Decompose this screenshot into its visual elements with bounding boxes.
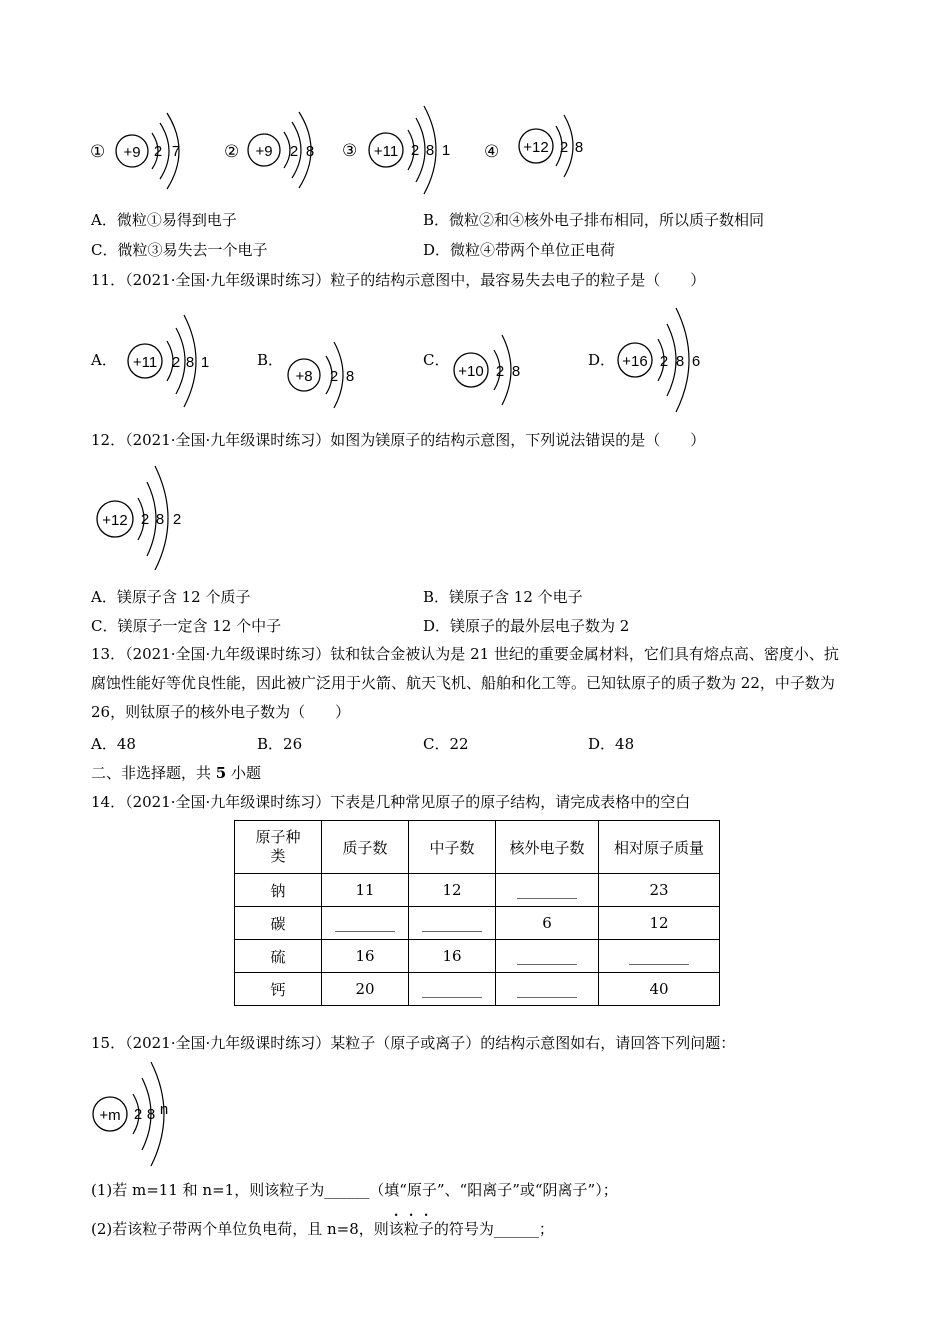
section-suffix: 小题	[226, 764, 261, 782]
shell-electron-count: 2	[559, 139, 569, 156]
table-row	[235, 940, 720, 973]
shell-electron-count: 2	[171, 354, 181, 371]
table-cell: 16	[322, 940, 409, 973]
q11-diagram-c	[452, 325, 542, 419]
emphasized-text: 该粒子	[388, 1220, 434, 1238]
table-cell: 40	[599, 973, 720, 1006]
answer-blank[interactable]: ________	[496, 940, 599, 973]
table-row	[235, 874, 720, 907]
q10-diagram-4	[484, 104, 594, 193]
atom-structure-diagram	[484, 104, 594, 189]
table-header: 相对原子质量	[599, 821, 720, 874]
q11-diagram-b	[286, 330, 376, 419]
shell-electron-count: 8	[155, 511, 165, 528]
q11-label-c: C．	[423, 351, 450, 369]
shell-electron-count: 8	[675, 353, 685, 370]
nucleus-charge: +11	[373, 143, 399, 160]
diagram-label: ①	[90, 142, 106, 161]
q15-sub1: (1)若 m=11 和 n=1，则该粒子为______（填“原子”、“阳离子”或“阴离子”）；	[91, 1181, 618, 1199]
nucleus-charge: +11	[132, 354, 158, 371]
diagram-label: ②	[224, 142, 240, 161]
shell-electron-count: 8	[345, 368, 355, 385]
table-row	[235, 973, 720, 1006]
q12-option-b: B．镁原子含 12 个电子	[423, 588, 583, 606]
table-row	[235, 907, 720, 940]
table-cell: 12	[599, 907, 720, 940]
q13-option-c: C．22	[423, 735, 469, 753]
q13-stem: 13．（2021·全国·九年级课时练习）钛和钛合金被认为是 21 世纪的重要金属材料，它们具有熔点高、密度小、抗腐蚀性能好等优良性能，因此被广泛用于火箭、航天飞机、船舶和化工等。已知钛原子的质子数为 22，中子数为 26，则钛原子的核外电子数为（ ）	[91, 645, 839, 721]
q15-diagram	[91, 1058, 191, 1174]
shell-electron-count: 2	[133, 1106, 143, 1123]
q10-option-d: D．微粒④带两个单位正电荷	[423, 241, 616, 259]
q11-stem: 11．（2021·全国·九年级课时练习）粒子的结构示意图中，最容易失去电子的粒子是（ ）	[91, 271, 706, 289]
q10-option-c: C．微粒③易失去一个电子	[91, 241, 268, 259]
electron-shell-arc	[667, 324, 676, 396]
table-cell: 钠	[235, 874, 322, 907]
q12-option-c: C．镁原子一定含 12 个中子	[91, 617, 282, 635]
nucleus-charge: +9	[255, 143, 273, 160]
diagram-label: ③	[342, 141, 358, 160]
q12-option-a: A．镁原子含 12 个质子	[91, 588, 251, 606]
nucleus-charge: +m	[99, 1107, 121, 1124]
table-header	[235, 821, 322, 874]
header-text: 原子种类	[255, 828, 301, 865]
shell-electron-count: n	[159, 1101, 169, 1118]
table-header-row	[235, 821, 720, 874]
q10-option-b: B．微粒②和④核外电子排布相同，所以质子数相同	[423, 211, 765, 229]
q10-diagram-2	[224, 110, 334, 194]
q13-option-a: A．48	[91, 735, 136, 753]
answer-blank[interactable]: ________	[496, 874, 599, 907]
answer-blank[interactable]: ________	[496, 973, 599, 1006]
nucleus-charge: +12	[102, 512, 128, 529]
table-cell: 20	[322, 973, 409, 1006]
q10-diagram-1	[90, 110, 200, 194]
answer-blank[interactable]: ________	[599, 940, 720, 973]
atom-structure-diagram	[126, 302, 226, 412]
shell-electron-count: 2	[329, 368, 339, 385]
nucleus-charge: +12	[523, 139, 549, 156]
q12-stem: 12．（2021·全国·九年级课时练习）如图为镁原子的结构示意图，下列说法错误的是（ ）	[91, 431, 706, 449]
answer-blank[interactable]: ________	[322, 907, 409, 940]
sub2-text: 的符号为______；	[433, 1220, 554, 1238]
q11-label-d: D．	[588, 351, 616, 369]
q10-diagram-3	[342, 92, 462, 206]
table-cell: 12	[409, 874, 496, 907]
section-heading	[91, 763, 261, 783]
table-cell: 23	[599, 874, 720, 907]
shell-electron-count: 2	[659, 353, 669, 370]
table-cell: 硫	[235, 940, 322, 973]
shell-electron-count: 7	[171, 143, 181, 160]
table-header: 质子数	[322, 821, 409, 874]
atom-structure-diagram	[95, 460, 195, 575]
q10-option-a: A．微粒①易得到电子	[91, 211, 237, 229]
atom-structure-diagram	[90, 110, 200, 190]
shell-electron-count: 2	[410, 142, 420, 159]
q11-label-a: A．	[91, 351, 117, 369]
table-header: 核外电子数	[496, 821, 599, 874]
shell-electron-count: 1	[200, 354, 210, 371]
atom-structure-diagram	[91, 1058, 191, 1170]
atom-structure-table	[234, 820, 720, 1006]
q14-stem: 14．（2021·全国·九年级课时练习）下表是几种常见原子的原子结构，请完成表格中的空白	[91, 793, 691, 811]
section-prefix: 二、非选择题，共	[91, 764, 216, 782]
section-count: 5	[215, 764, 227, 782]
table-cell: 16	[409, 940, 496, 973]
nucleus-charge: +10	[458, 363, 484, 380]
shell-electron-count: 8	[574, 139, 584, 156]
nucleus-charge: +9	[123, 144, 141, 161]
diagram-label: ④	[484, 142, 500, 161]
q11-diagram-d	[616, 302, 716, 424]
table-cell: 6	[496, 907, 599, 940]
q13-option-d: D．48	[588, 735, 635, 753]
shell-electron-count: 8	[425, 142, 435, 159]
shell-electron-count: 8	[511, 363, 521, 380]
shell-electron-count: 2	[140, 511, 150, 528]
answer-blank[interactable]: ________	[409, 907, 496, 940]
shell-electron-count: 6	[691, 353, 701, 370]
q11-diagram-a	[126, 302, 226, 416]
table-cell: 钙	[235, 973, 322, 1006]
atom-structure-diagram	[616, 302, 716, 420]
shell-electron-count: 2	[289, 143, 299, 160]
shell-electron-count: 2	[153, 143, 163, 160]
q15-sub2	[91, 1211, 554, 1239]
q11-label-b: B．	[257, 351, 284, 369]
shell-electron-count: 1	[441, 142, 451, 159]
atom-structure-diagram	[224, 110, 334, 190]
q12-option-d: D．镁原子的最外层电子数为 2	[423, 617, 630, 635]
answer-blank[interactable]: ________	[409, 973, 496, 1006]
shell-electron-count: 2	[495, 363, 505, 380]
q13-option-b: B．26	[257, 735, 303, 753]
atom-structure-diagram	[286, 330, 376, 415]
table-cell: 碳	[235, 907, 322, 940]
shell-electron-count: 8	[146, 1106, 156, 1123]
nucleus-charge: +16	[622, 353, 648, 370]
sub2-text: (2)若该粒子带两个单位负电荷，且 n=8，则	[91, 1220, 389, 1238]
shell-electron-count: 2	[172, 511, 182, 528]
table-cell: 11	[322, 874, 409, 907]
q15-stem: 15．（2021·全国·九年级课时练习）某粒子（原子或离子）的结构示意图如右，请回答下列问题：	[91, 1034, 736, 1052]
q12-diagram	[95, 460, 195, 579]
table-header: 中子数	[409, 821, 496, 874]
shell-electron-count: 8	[305, 143, 315, 160]
nucleus-charge: +8	[295, 368, 313, 385]
shell-electron-count: 8	[185, 354, 195, 371]
atom-structure-diagram	[452, 325, 542, 415]
atom-structure-diagram	[342, 92, 462, 202]
